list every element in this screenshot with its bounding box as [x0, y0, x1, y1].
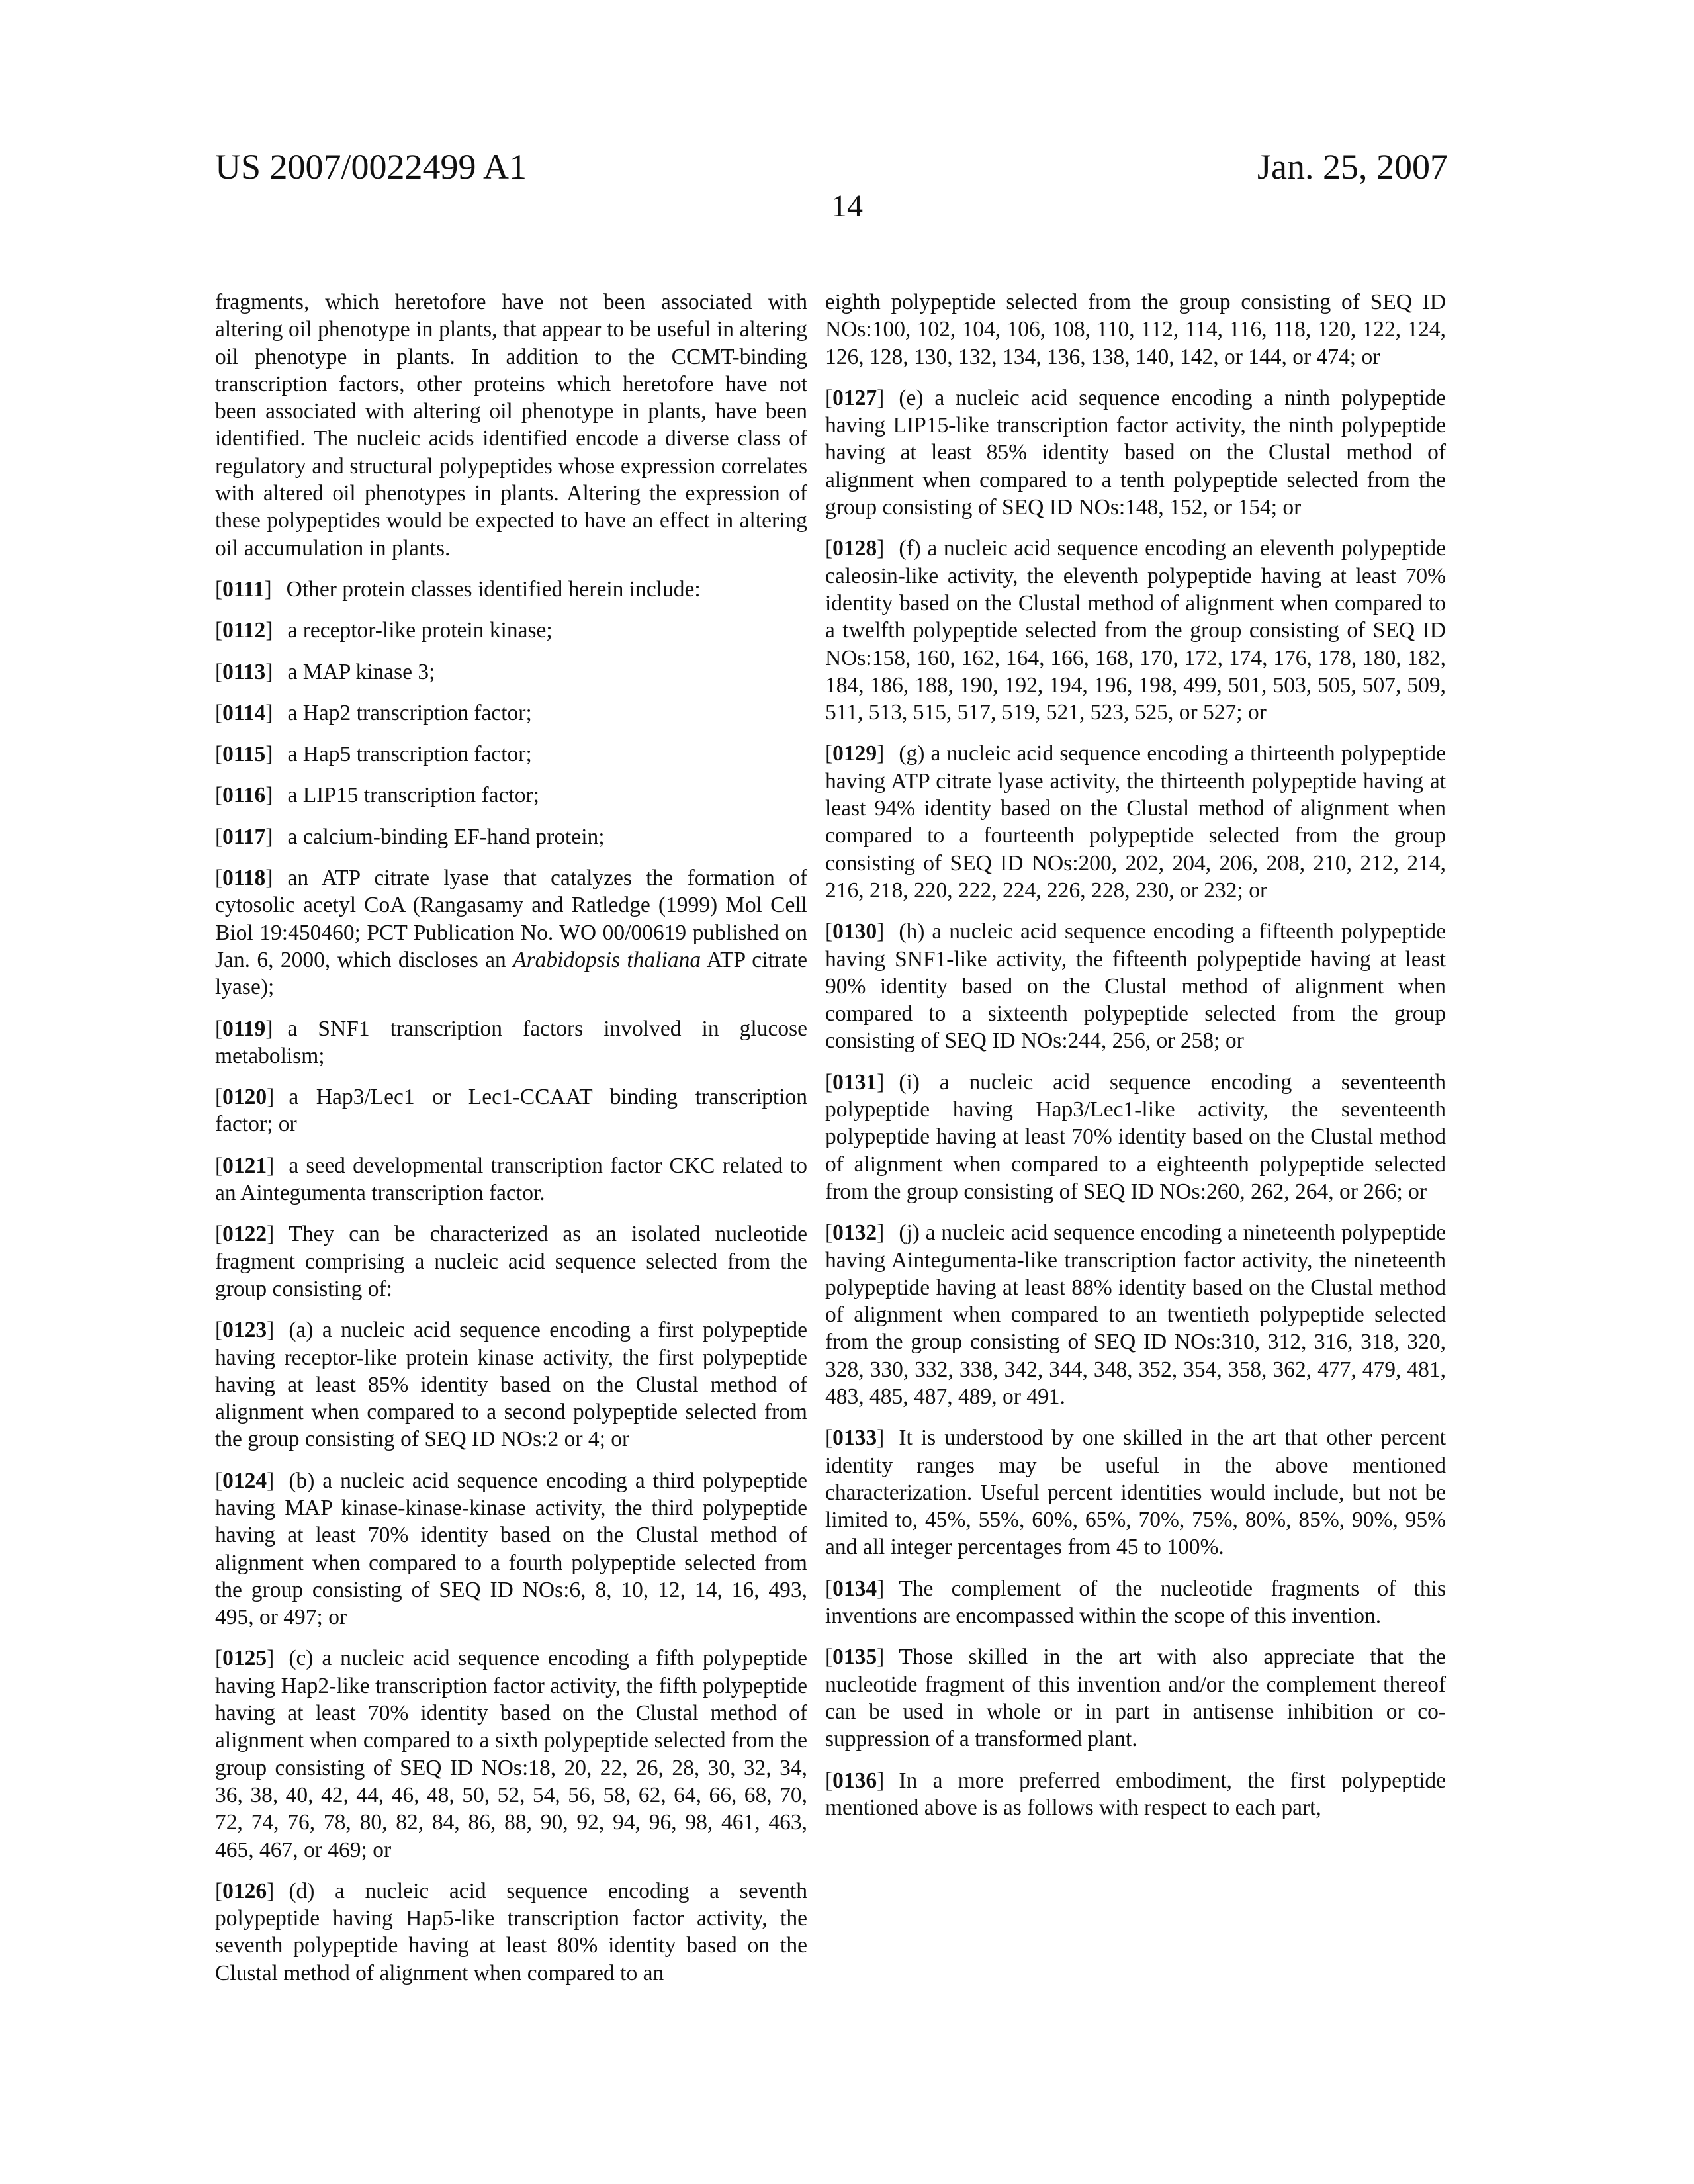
- paragraph-number: [0132]: [825, 1220, 884, 1245]
- paragraph-0129: [825, 740, 1446, 904]
- paragraph-0132: [825, 1219, 1446, 1410]
- paragraph-0128: [825, 535, 1446, 726]
- paragraph-0136: [825, 1767, 1446, 1822]
- paragraph-text: (f) a nucleic acid sequence encoding an eleventh polypeptide caleosin-like activity, the eleventh polypeptide having at least 70% identity based on the Clustal method of alignment when compared to a twelfth polypeptide selected from the group consisting of SEQ ID NOs:158, 160, 162, 164, 166, 168, 170, 172, 174, 176, 178, 180, 182, 184, 186, 188, 190, 192, 194, 196, 198, 499, 501, 503, 505, 507, 509, 511, 513, 515, 517, 519, 521, 523, 525, or 527; or: [825, 536, 1446, 725]
- paragraph-text: a seed developmental transcription factor CKC related to an Aintegumenta transcription factor.: [215, 1154, 807, 1205]
- paragraph-number-value: 0135: [832, 1645, 877, 1669]
- paragraph-number: [0116]: [215, 783, 273, 807]
- paragraph-text: (a) a nucleic acid sequence encoding a first polypeptide having receptor-like protein kinase activity, the first polypeptide having at least 85% identity based on the Clustal method of alignment when compared to a second polypeptide selected from the group consisting of SEQ ID NOs:2 or 4; or: [215, 1318, 807, 1451]
- paragraph-number: [0123]: [215, 1318, 274, 1342]
- paragraph-number-value: 0125: [222, 1646, 267, 1670]
- paragraph-number-value: 0134: [832, 1576, 877, 1601]
- paragraph-text: ATP citrate lyase);: [215, 948, 807, 999]
- right-column: [825, 289, 1446, 1835]
- paragraph-number-value: 0111: [222, 577, 264, 602]
- paragraph-text: In a more preferred embodiment, the first polypeptide mentioned above is as follows with respect to each part,: [825, 1768, 1446, 1820]
- paragraph-0131: [825, 1069, 1446, 1205]
- paragraph-number-value: 0117: [222, 825, 265, 849]
- paragraph-number-value: 0115: [222, 742, 265, 766]
- paragraph-0116: [215, 782, 807, 809]
- paragraph-number: [0111]: [215, 577, 272, 602]
- paragraph-text: a LIP15 transcription factor;: [287, 783, 539, 807]
- paragraph-text: (e) a nucleic acid sequence encoding a ninth polypeptide having LIP15-like transcription factor activity, the ninth polypeptide having at least 85% identity based on the Clustal method of alignment when compared to a tenth polypeptide selected from the group consisting of SEQ ID NOs:148, 152, or 154; or: [825, 386, 1446, 520]
- paragraph-text: Those skilled in the art with also appreciate that the nucleotide fragment of this invention and/or the complement thereof can be used in whole or in part in antisense inhibition or co-suppression of a transformed plant.: [825, 1645, 1446, 1751]
- paragraph-number: [0134]: [825, 1576, 884, 1601]
- paragraph-0113: [215, 659, 807, 686]
- paragraph-0133: [825, 1424, 1446, 1561]
- paragraph-0119: [215, 1015, 807, 1070]
- paragraph-number: [0136]: [825, 1768, 884, 1793]
- paragraph-text: eighth polypeptide selected from the group consisting of SEQ ID NOs:100, 102, 104, 106, 108, 110, 112, 114, 116, 118, 120, 122, 124, 126, 128, 130, 132, 134, 136, 138, 140, 142, or 144, or 474; or: [825, 290, 1446, 369]
- paragraph-number-value: 0132: [832, 1220, 877, 1245]
- paragraph-0125: [215, 1645, 807, 1863]
- paragraph-0117: [215, 823, 807, 850]
- paragraph-continuation: [215, 289, 807, 562]
- paragraph-number: [0133]: [825, 1426, 884, 1450]
- paragraph-number-value: 0121: [222, 1154, 267, 1178]
- paragraph-text: Other protein classes identified herein include:: [287, 577, 701, 602]
- paragraph-number: [0128]: [825, 536, 884, 561]
- paragraph-text: It is understood by one skilled in the art that other percent identity ranges may be useful in the above mentioned characterization. Useful percent identities would include, but not be limited to, 45%, 55%, 60%, 65%, 70%, 75%, 80%, 85%, 90%, 95% and all integer percentages from 45 to 100%.: [825, 1426, 1446, 1559]
- paragraph-text: fragments, which heretofore have not been associated with altering oil phenotype in plants, that appear to be useful in altering oil phenotype in plants. In addition to the CCMT-binding transcription factors, other proteins which heretofore have not been associated with altering oil phenotype in plants, have been identified. The nucleic acids identified encode a diverse class of regulatory and structural polypeptides whose expression correlates with altered oil phenotypes in plants. Altering the expression of these polypeptides would be expected to have an effect in altering oil accumulation in plants.: [215, 290, 807, 561]
- paragraph-text: (i) a nucleic acid sequence encoding a seventeenth polypeptide having Hap3/Lec1-like activity, the seventeenth polypeptide having at least 70% identity based on the Clustal method of alignment when compared to a eighteenth polypeptide selected from the group consisting of SEQ ID NOs:260, 262, 264, or 266; or: [825, 1070, 1446, 1204]
- paragraph-number: [0118]: [215, 866, 273, 890]
- paragraph-number: [0117]: [215, 825, 273, 849]
- paragraph-number: [0114]: [215, 701, 273, 725]
- paragraph-number: [0126]: [215, 1879, 274, 1903]
- paragraph-number-value: 0129: [832, 741, 877, 766]
- paragraph-number: [0119]: [215, 1017, 273, 1041]
- paragraph-number-value: 0120: [222, 1085, 267, 1109]
- paragraph-text: (h) a nucleic acid sequence encoding a fifteenth polypeptide having SNF1-like activity, the fifteenth polypeptide having at least 90% identity based on the Clustal method of alignment when compared to a sixteenth polypeptide selected from the group consisting of SEQ ID NOs:244, 256, or 258; or: [825, 919, 1446, 1053]
- paragraph-number-value: 0119: [222, 1017, 265, 1041]
- paragraph-number: [0135]: [825, 1645, 884, 1669]
- left-column: [215, 289, 807, 2001]
- paragraph-number-value: 0131: [832, 1070, 877, 1095]
- paragraph-number-value: 0128: [832, 536, 877, 561]
- page-number: 14: [0, 187, 1694, 226]
- paragraph-number-value: 0112: [222, 618, 265, 643]
- paragraph-number: [0127]: [825, 386, 884, 410]
- publication-date: Jan. 25, 2007: [1257, 147, 1448, 187]
- paragraph-number: [0121]: [215, 1154, 274, 1178]
- paragraph-0111: [215, 576, 807, 603]
- paragraph-text: (j) a nucleic acid sequence encoding a nineteenth polypeptide having Aintegumenta-like transcription factor activity, the nineteenth polypeptide having at least 88% identity based on the Clustal method of alignment when compared to an twentieth polypeptide selected from the group consisting of SEQ ID NOs:310, 312, 316, 318, 320, 328, 330, 332, 338, 342, 344, 348, 352, 354, 358, 362, 477, 479, 481, 483, 485, 487, 489, or 491.: [825, 1220, 1446, 1409]
- paragraph-text: a calcium-binding EF-hand protein;: [287, 825, 604, 849]
- paragraph-0115: [215, 741, 807, 768]
- paragraph-text: (c) a nucleic acid sequence encoding a fifth polypeptide having Hap2-like transcription factor activity, the fifth polypeptide having at least 70% identity based on the Clustal method of alignment when compared to a sixth polypeptide selected from the group consisting of SEQ ID NOs:18, 20, 22, 26, 28, 30, 32, 34, 36, 38, 40, 42, 44, 46, 48, 50, 52, 54, 56, 58, 62, 64, 66, 68, 70, 72, 74, 76, 78, 80, 82, 84, 86, 88, 90, 92, 94, 96, 98, 461, 463, 465, 467, or 469; or: [215, 1646, 807, 1862]
- paragraph-number-value: 0123: [222, 1318, 267, 1342]
- paragraph-number-value: 0116: [222, 783, 265, 807]
- paragraph-0118: [215, 864, 807, 1001]
- paragraph-number-value: 0126: [222, 1879, 267, 1903]
- paragraph-0126: [215, 1878, 807, 1987]
- paragraph-text: (g) a nucleic acid sequence encoding a thirteenth polypeptide having ATP citrate lyase activity, the thirteenth polypeptide having at least 94% identity based on the Clustal method of alignment when compared to a fourteenth polypeptide selected from the group consisting of SEQ ID NOs:200, 202, 204, 206, 208, 210, 212, 214, 216, 218, 220, 222, 224, 226, 228, 230, or 232; or: [825, 741, 1446, 902]
- paragraph-number-value: 0136: [832, 1768, 877, 1793]
- paragraph-number-value: 0114: [222, 701, 265, 725]
- paragraph-text: a receptor-like protein kinase;: [287, 618, 552, 643]
- paragraph-number-value: 0113: [222, 660, 265, 684]
- paragraph-number-value: 0133: [832, 1426, 877, 1450]
- paragraph-number-value: 0127: [832, 386, 877, 410]
- paragraph-0114: [215, 700, 807, 727]
- paragraph-0130: [825, 918, 1446, 1054]
- paragraph-text: (d) a nucleic acid sequence encoding a seventh polypeptide having Hap5-like transcription factor activity, the seventh polypeptide having at least 80% identity based on the Clustal method of alignment when compared to an: [215, 1879, 807, 1985]
- paragraph-text: They can be characterized as an isolated nucleotide fragment comprising a nucleic acid sequence selected from the group consisting of:: [215, 1222, 807, 1301]
- paragraph-number: [0115]: [215, 742, 273, 766]
- paragraph-number: [0113]: [215, 660, 273, 684]
- paragraph-0122: [215, 1220, 807, 1302]
- paragraph-number: [0131]: [825, 1070, 884, 1095]
- paragraph-number: [0124]: [215, 1469, 274, 1493]
- paragraph-text: a Hap3/Lec1 or Lec1-CCAAT binding transcription factor; or: [215, 1085, 807, 1136]
- paragraph-number: [0122]: [215, 1222, 274, 1246]
- paragraph-text: an ATP citrate lyase that catalyzes the formation of cytosolic acetyl CoA (Rangasamy and Ratledge (1999) Mol Cell Biol 19:450460; PCT Publication No. WO 00/00619 published on Jan. 6, 2000, which discloses an: [215, 866, 807, 972]
- paragraph-text: The complement of the nucleotide fragments of this inventions are encompassed within the scope of this invention.: [825, 1576, 1446, 1628]
- paragraph-number-value: 0118: [222, 866, 265, 890]
- paragraph-0127: [825, 385, 1446, 521]
- paragraph-0134: [825, 1575, 1446, 1630]
- paragraph-number: [0130]: [825, 919, 884, 944]
- paragraph-number-value: 0122: [222, 1222, 267, 1246]
- paragraph-text: a Hap5 transcription factor;: [287, 742, 531, 766]
- paragraph-0121: [215, 1152, 807, 1207]
- paragraph-0124: [215, 1467, 807, 1631]
- publication-number: US 2007/0022499 A1: [215, 147, 527, 187]
- italic-text: Arabidopsis thaliana: [513, 948, 701, 972]
- paragraph-text: a Hap2 transcription factor;: [287, 701, 531, 725]
- paragraph-0120: [215, 1083, 807, 1138]
- paragraph-number: [0112]: [215, 618, 273, 643]
- paragraph-number: [0129]: [825, 741, 884, 766]
- paragraph-number-value: 0124: [222, 1469, 267, 1493]
- paragraph-text: (b) a nucleic acid sequence encoding a third polypeptide having MAP kinase-kinase-kinase activity, the third polypeptide having at least 70% identity based on the Clustal method of alignment when compared to a fourth polypeptide selected from the group consisting of SEQ ID NOs:6, 8, 10, 12, 14, 16, 493, 495, or 497; or: [215, 1469, 807, 1629]
- paragraph-text: a MAP kinase 3;: [287, 660, 435, 684]
- paragraph-0135: [825, 1643, 1446, 1752]
- paragraph-continuation: [825, 289, 1446, 371]
- paragraph-0123: [215, 1316, 807, 1453]
- paragraph-number: [0125]: [215, 1646, 274, 1670]
- paragraph-number: [0120]: [215, 1085, 274, 1109]
- paragraph-number-value: 0130: [832, 919, 877, 944]
- paragraph-text: a SNF1 transcription factors involved in glucose metabolism;: [215, 1017, 807, 1068]
- paragraph-0112: [215, 617, 807, 644]
